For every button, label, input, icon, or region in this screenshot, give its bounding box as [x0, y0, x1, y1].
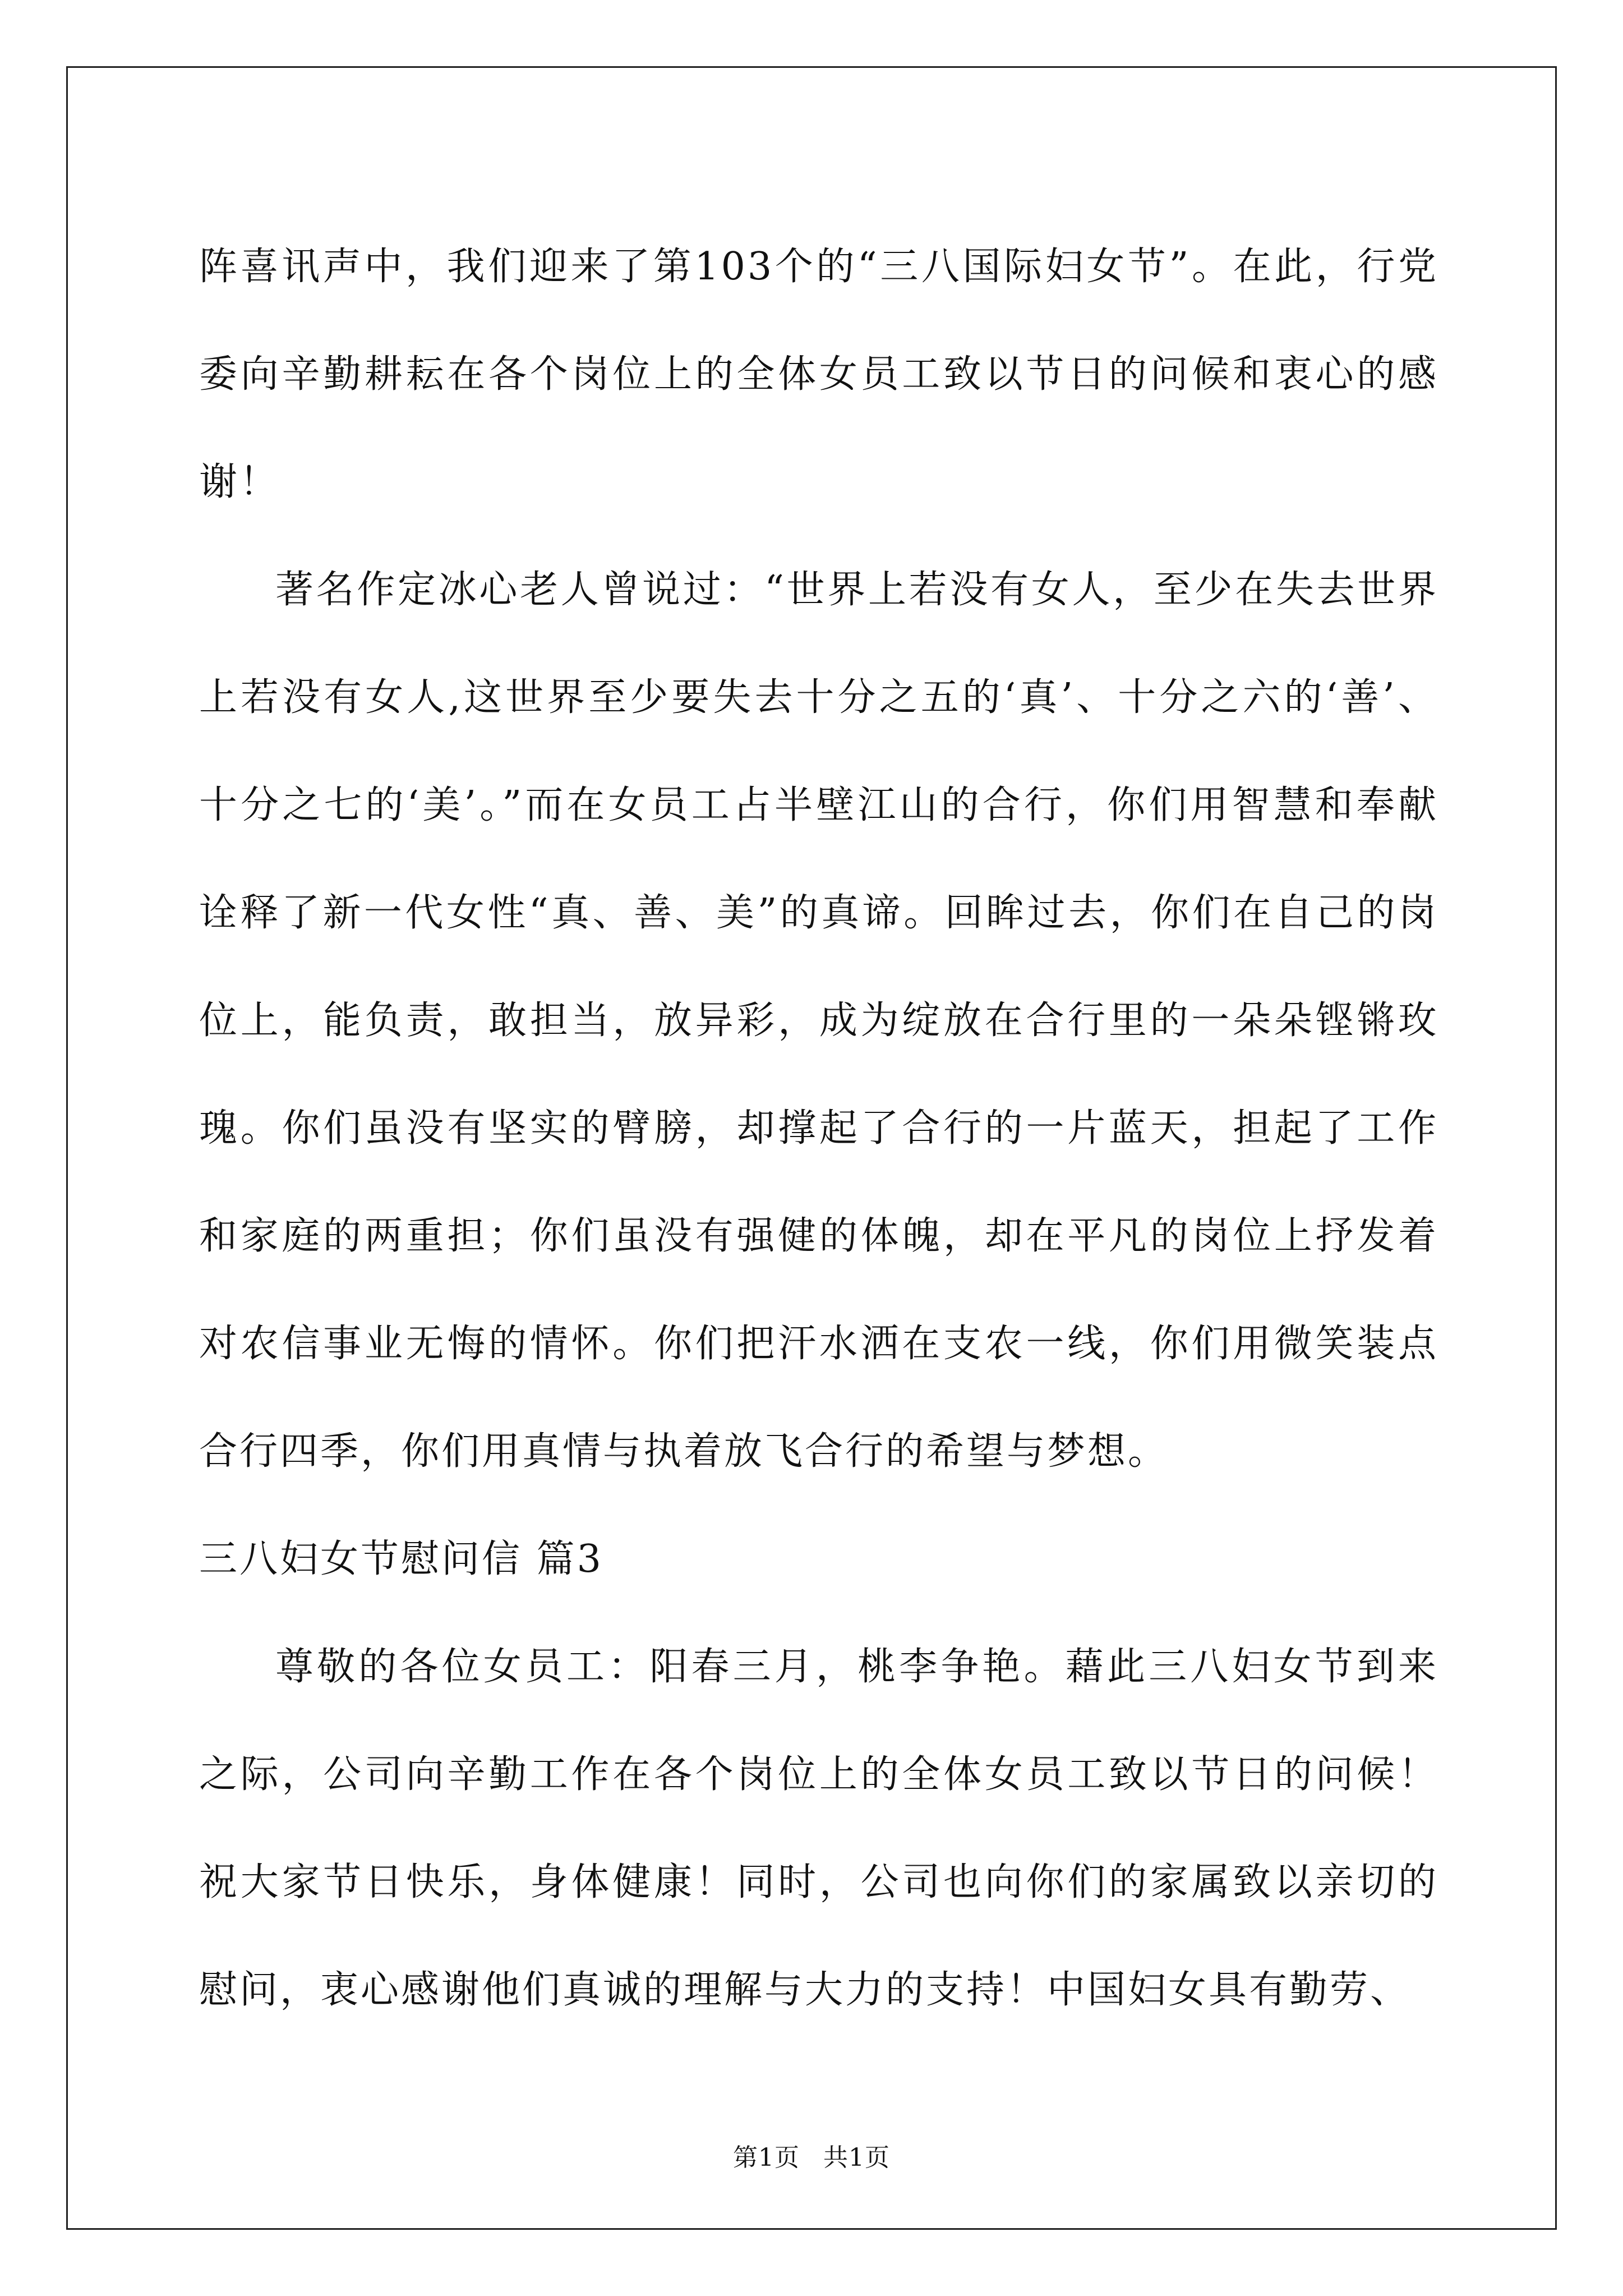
- paragraph-2: 著名作定冰心老人曾说过：“世界上若没有女人，至少在失去世界上若没有女人,这世界至少要失去十分之五的‘真’、十分之六的‘善’、十分之七的‘美’。”而在女员工占半壁江山的合行，你们用智慧和奉献诠释了新一代女性“真、善、美”的真谛。回眸过去，你们在自己的岗位上，能负责，敢担当，放异彩，成为绽放在合行里的一朵朵铿锵玫瑰。你们虽没有坚实的臂膀，却撑起了合行的一片蓝天，担起了工作和家庭的两重担；你们虽没有强健的体魄，却在平凡的岗位上抒发着对农信事业无悔的情怀。你们把汗水洒在支农一线，你们用微笑装点合行四季，你们用真情与执着放飞合行的希望与梦想。: [199, 568, 1438, 1474]
- paragraph-3: 尊敬的各位女员工：阳春三月，桃李争艳。藉此三八妇女节到来之际，公司向辛勤工作在各个岗位上的全体女员工致以节日的问候！祝大家节日快乐，身体健康！同时，公司也向你们的家属致以亲切的慰问，衷心感谢他们真诚的理解与大力的支持！中国妇女具有勤劳、: [199, 1645, 1438, 2012]
- page-total: 共1页: [823, 2143, 890, 2172]
- section-heading: 三八妇女节慰问信 篇3: [199, 1537, 603, 1581]
- document-body: [199, 213, 1438, 2044]
- paragraph-1: 阵喜讯声中，我们迎来了第103个的“三八国际妇女节”。在此，行党委向辛勤耕耘在各个岗位上的全体女员工致以节日的问候和衷心的感谢！: [199, 245, 1438, 504]
- page-footer: [0, 2137, 1623, 2173]
- page-number: 第1页: [733, 2143, 800, 2172]
